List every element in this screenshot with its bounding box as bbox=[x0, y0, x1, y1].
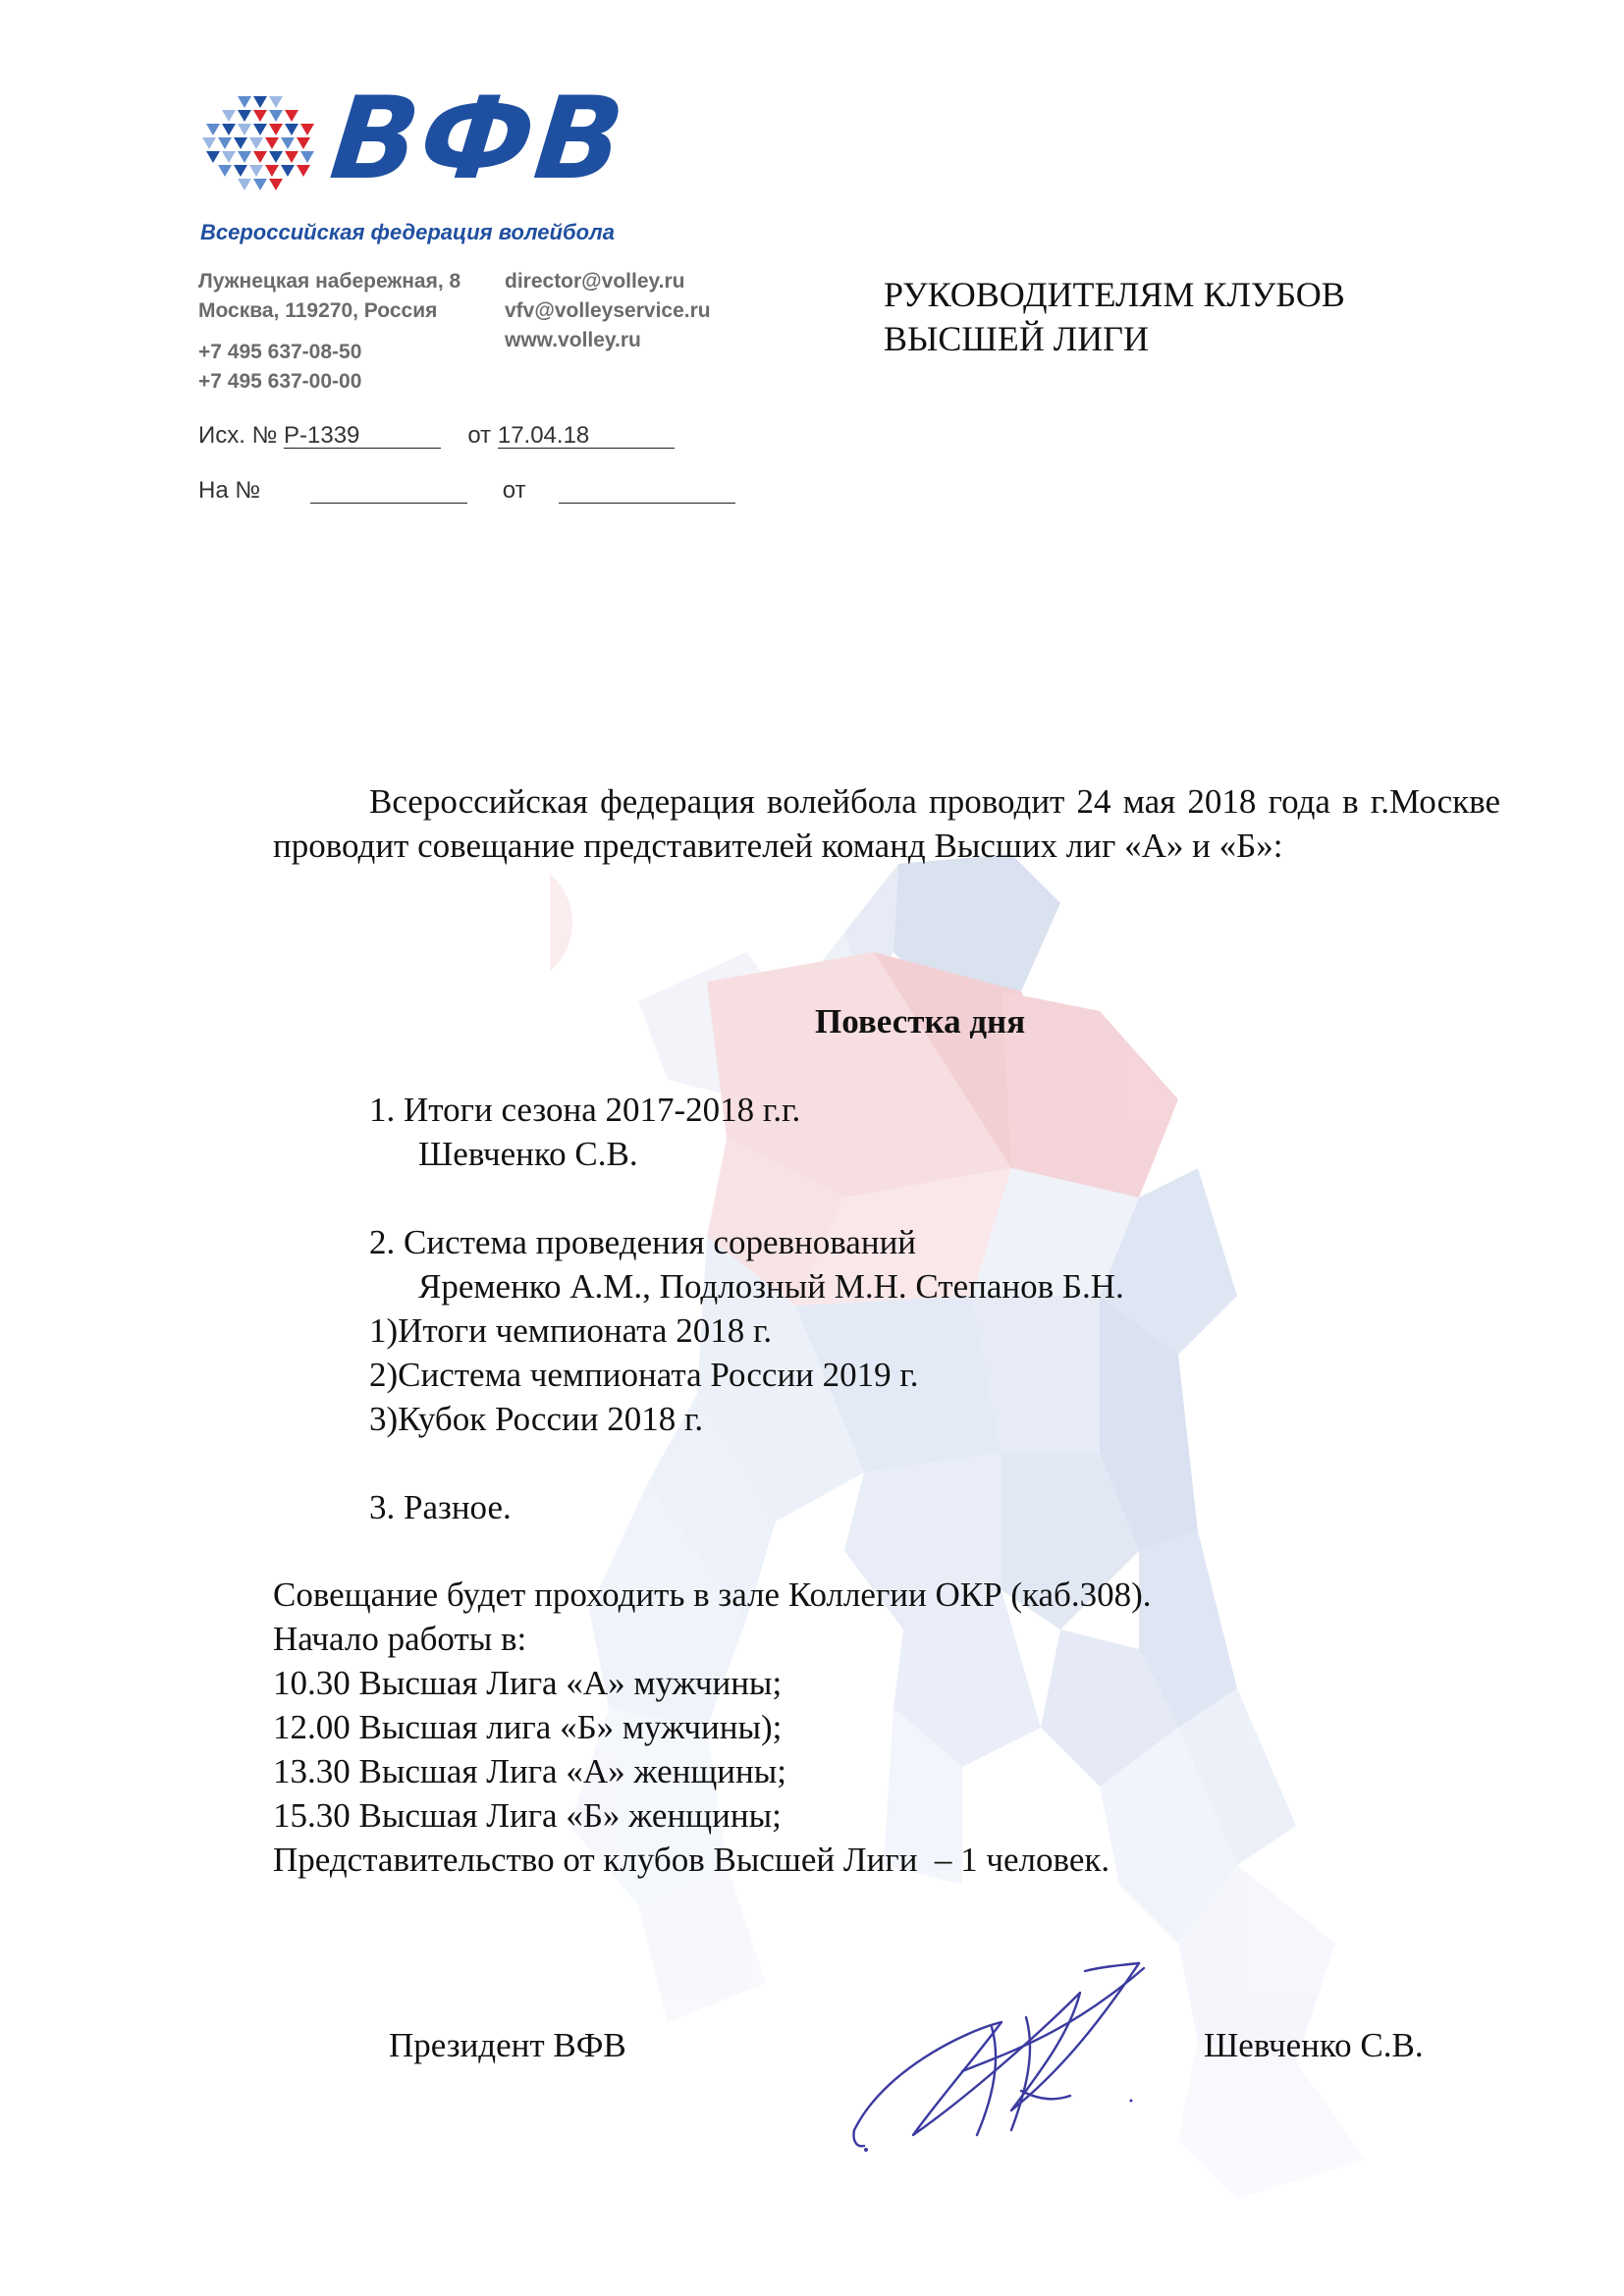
agenda-subitem-number: 3) bbox=[369, 1400, 399, 1438]
addressee-line: РУКОВОДИТЕЛЯМ КЛУБОВ bbox=[884, 275, 1345, 314]
phone-number: +7 495 637-00-00 bbox=[198, 370, 362, 393]
email-block bbox=[505, 267, 711, 355]
in-number-label: На № bbox=[198, 477, 261, 504]
agenda-item-number: 2. bbox=[369, 1223, 396, 1261]
addressee bbox=[884, 273, 1345, 361]
agenda-item bbox=[369, 1088, 1498, 1132]
agenda-subitem-number: 2) bbox=[369, 1356, 399, 1394]
agenda-subitem bbox=[369, 1353, 1498, 1397]
address-block bbox=[198, 267, 460, 326]
agenda-item-speaker: Шевченко С.В. bbox=[418, 1135, 638, 1173]
agenda-item-text: Итоги сезона 2017-2018 г.г. bbox=[404, 1091, 801, 1129]
meeting-details bbox=[273, 1573, 1500, 1882]
agenda-item-number: 3. bbox=[369, 1488, 396, 1526]
org-name: Всероссийская федерация волейбола bbox=[200, 220, 615, 244]
out-number-value: Р-1339 bbox=[284, 422, 441, 449]
out-number-row bbox=[198, 422, 675, 450]
schedule-line: 12.00 Высшая лига «Б» мужчины); bbox=[273, 1708, 783, 1746]
agenda-subitem bbox=[369, 1397, 1498, 1441]
details-line: Совещание будет проходить в зале Коллегии ОКР (каб.308). bbox=[273, 1575, 1152, 1614]
addressee-line: ВЫСШЕЙ ЛИГИ bbox=[884, 319, 1149, 358]
agenda-item-text: Система проведения соревнований bbox=[404, 1223, 917, 1261]
schedule-line: 10.30 Высшая Лига «А» мужчины; bbox=[273, 1664, 783, 1702]
agenda-subitem-text: Система чемпионата России 2019 г. bbox=[398, 1356, 919, 1394]
agenda-title: Повестка дня bbox=[815, 1002, 1026, 1041]
intro-paragraph: Всероссийская федерация волейбола проводит 24 мая 2018 года в г.Москве проводит совещание представителей команд Высших лиг «А» и «Б»: bbox=[273, 782, 1500, 865]
agenda-item-text: Разное. bbox=[404, 1488, 512, 1526]
out-date-label: от bbox=[467, 422, 492, 449]
handwritten-signature bbox=[844, 1953, 1168, 2160]
schedule-line: 15.30 Высшая Лига «Б» женщины; bbox=[273, 1796, 782, 1835]
out-number-label: Исх. № bbox=[198, 422, 278, 449]
phone-block bbox=[198, 338, 361, 397]
agenda-subitem-text: Итоги чемпионата 2018 г. bbox=[398, 1311, 773, 1350]
in-number-value bbox=[310, 477, 467, 504]
signatory-title: Президент ВФВ bbox=[389, 2026, 626, 2064]
phone-number: +7 495 637-08-50 bbox=[198, 341, 362, 363]
agenda-item bbox=[369, 1485, 1498, 1529]
schedule-line: 13.30 Высшая Лига «А» женщины; bbox=[273, 1752, 787, 1790]
agenda-list bbox=[369, 1088, 1498, 1529]
agenda-item-speaker: Яременко А.М., Подлозный М.Н. Степанов Б.Н. bbox=[418, 1267, 1124, 1306]
vfv-logo-wordmark: ВФВ bbox=[324, 73, 632, 205]
agenda-item-number: 1. bbox=[369, 1091, 396, 1129]
signatory-name: Шевченко С.В. bbox=[1204, 2026, 1424, 2064]
in-date-label: от bbox=[502, 477, 526, 504]
website-link[interactable]: www.volley.ru bbox=[505, 329, 641, 351]
address-line: Лужнецкая набережная, 8 bbox=[198, 270, 461, 293]
address-line: Москва, 119270, Россия bbox=[198, 299, 438, 322]
vfv-logo-mark bbox=[198, 92, 324, 198]
out-date-value: 17.04.18 bbox=[498, 422, 675, 449]
in-date-value bbox=[559, 477, 735, 504]
in-number-row bbox=[198, 477, 735, 505]
details-line: Представительство от клубов Высшей Лиги – 1 человек. bbox=[273, 1841, 1110, 1879]
email-link[interactable]: vfv@volleyservice.ru bbox=[505, 299, 711, 322]
details-line: Начало работы в: bbox=[273, 1620, 527, 1658]
agenda-subitem-number: 1) bbox=[369, 1311, 399, 1350]
email-link[interactable]: director@volley.ru bbox=[505, 270, 685, 293]
agenda-item bbox=[369, 1220, 1498, 1264]
agenda-subitem-text: Кубок России 2018 г. bbox=[398, 1400, 704, 1438]
agenda-subitem bbox=[369, 1308, 1498, 1353]
